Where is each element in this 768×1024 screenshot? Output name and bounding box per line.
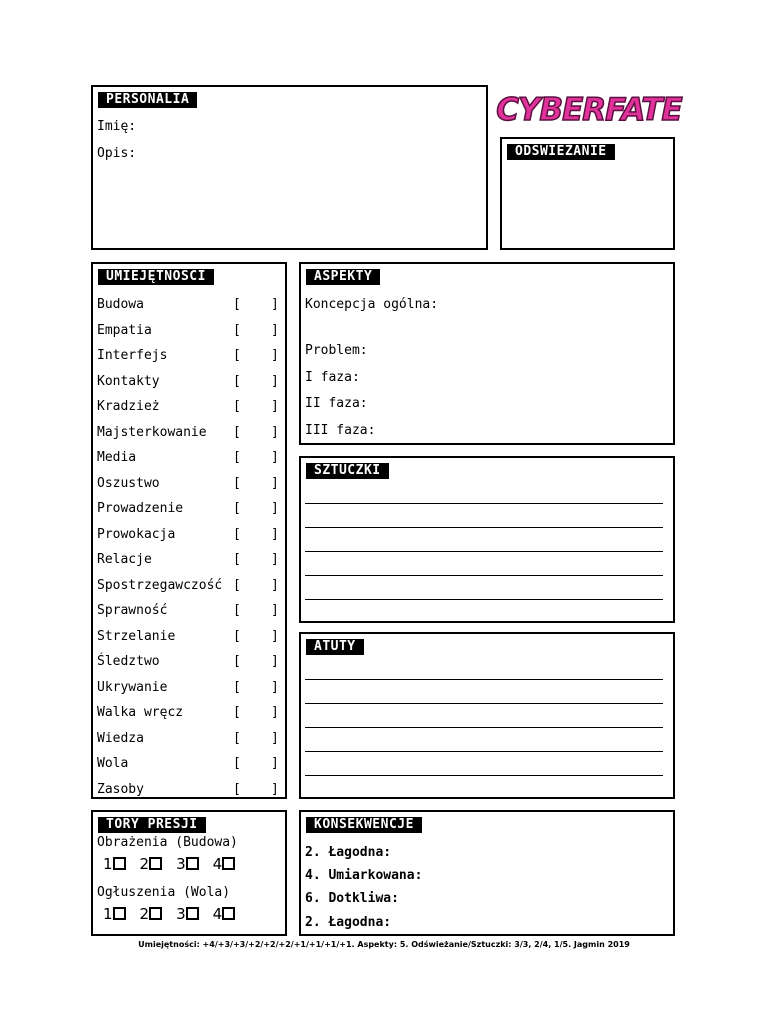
footer-note: Umiejętności: +4/+3/+3/+2/+2/+2/+1/+1/+1/+1. Aspekty: 5. Odświeżanie/Sztuczki: 3/3, 2/4, 1/5. Jagmin 2019 <box>138 940 630 949</box>
atuty-line[interactable] <box>305 727 663 728</box>
consequence-severe[interactable]: 6. Dotkliwa: <box>305 891 399 906</box>
track1-checkbox[interactable] <box>149 857 162 870</box>
track1-num: 2 <box>139 855 150 873</box>
aspekty-section <box>299 262 675 445</box>
skill-name: Spostrzegawczość <box>97 577 223 593</box>
umiejetnosci-section <box>91 262 287 799</box>
track2-checkbox[interactable] <box>186 907 199 920</box>
skill-row[interactable] <box>97 629 283 645</box>
skill-rank-open-bracket[interactable]: [ <box>233 756 241 771</box>
track2-checkbox[interactable] <box>149 907 162 920</box>
track1-num: 3 <box>176 855 186 873</box>
track1-checkbox[interactable] <box>222 857 235 870</box>
skill-rank-close-bracket[interactable]: ] <box>271 373 279 389</box>
skill-row[interactable] <box>97 450 283 466</box>
tory-presji-section <box>91 810 287 936</box>
sztuczki-line[interactable] <box>305 527 663 528</box>
skill-row[interactable] <box>97 603 283 619</box>
skill-row[interactable] <box>97 348 283 364</box>
skill-rank-close-bracket[interactable]: ] <box>271 399 279 414</box>
name-label[interactable]: Imię: <box>97 119 137 134</box>
skill-rank-open-bracket[interactable]: [ <box>233 603 241 618</box>
skill-rank-close-bracket[interactable]: ] <box>271 322 279 338</box>
skill-rank-close-bracket[interactable]: ] <box>271 628 279 644</box>
skill-name: Relacje <box>97 552 152 567</box>
skill-row[interactable] <box>97 425 283 441</box>
skill-row[interactable] <box>97 374 283 390</box>
concept-label[interactable]: Koncepcja ogólna: <box>305 297 439 312</box>
track1-checkbox[interactable] <box>113 857 126 870</box>
skill-rank-open-bracket[interactable]: [ <box>233 450 241 465</box>
track2-boxes <box>103 905 249 923</box>
skill-row[interactable] <box>97 501 283 517</box>
skill-rank-close-bracket[interactable]: ] <box>271 297 279 312</box>
skill-rank-open-bracket[interactable]: [ <box>233 424 241 440</box>
skill-rank-close-bracket[interactable]: ] <box>271 654 279 669</box>
skill-row[interactable] <box>97 578 283 594</box>
personalia-header: PERSONALIA <box>98 92 197 108</box>
skill-row[interactable] <box>97 654 283 670</box>
atuty-line[interactable] <box>305 751 663 752</box>
desc-label[interactable]: Opis: <box>97 146 137 161</box>
skill-rank-open-bracket[interactable]: [ <box>233 322 241 338</box>
skill-row[interactable] <box>97 527 283 543</box>
track1-num: 4 <box>212 855 223 873</box>
atuty-header: ATUTY <box>306 639 364 655</box>
skill-name: Strzelanie <box>97 628 176 644</box>
skill-rank-close-bracket[interactable]: ] <box>271 705 279 720</box>
skill-rank-open-bracket[interactable]: [ <box>233 705 241 720</box>
skill-row[interactable] <box>97 399 283 415</box>
skill-rank-open-bracket[interactable]: [ <box>233 654 241 669</box>
skill-name: Prowadzenie <box>97 501 184 516</box>
skill-name: Wiedza <box>97 730 144 746</box>
skill-name: Oszustwo <box>97 475 160 491</box>
skill-name: Zasoby <box>97 781 144 797</box>
sztuczki-line[interactable] <box>305 551 663 552</box>
konsekwencje-section <box>299 810 675 936</box>
skill-name: Ukrywanie <box>97 679 168 695</box>
skill-rank-close-bracket[interactable]: ] <box>271 526 279 542</box>
atuty-section <box>299 632 675 799</box>
skill-row[interactable] <box>97 680 283 696</box>
odswiezanie-section[interactable] <box>500 137 675 250</box>
umiejetnosci-header: UMIEJĘTNOŚCI <box>98 269 214 285</box>
skill-name: Majsterkowanie <box>97 424 207 440</box>
track1-checkbox[interactable] <box>186 857 199 870</box>
skill-name: Budowa <box>97 297 144 312</box>
atuty-line[interactable] <box>305 679 663 680</box>
skill-rank-open-bracket[interactable]: [ <box>233 628 241 644</box>
skill-row[interactable] <box>97 476 283 492</box>
consequence-mild[interactable]: 2. Łagodna: <box>305 845 392 860</box>
sztuczki-section <box>299 456 675 623</box>
skill-row[interactable] <box>97 323 283 339</box>
skill-name: Śledztwo <box>97 654 160 669</box>
skill-rank-close-bracket[interactable]: ] <box>271 501 279 516</box>
sztuczki-line[interactable] <box>305 575 663 576</box>
skill-rank-close-bracket[interactable]: ] <box>271 756 279 771</box>
skill-rank-open-bracket[interactable]: [ <box>233 297 241 312</box>
skill-rank-close-bracket[interactable]: ] <box>271 450 279 465</box>
atuty-line[interactable] <box>305 775 663 776</box>
skill-row[interactable] <box>97 731 283 747</box>
skill-rank-close-bracket[interactable]: ] <box>271 679 279 695</box>
skill-rank-open-bracket[interactable]: [ <box>233 475 241 491</box>
phase1-label[interactable]: I faza: <box>305 370 360 385</box>
cyberfate-logo <box>492 84 686 130</box>
skill-rank-close-bracket[interactable]: ] <box>271 603 279 618</box>
skill-rank-open-bracket[interactable]: [ <box>233 373 241 389</box>
consequence-mild-2[interactable]: 2. Łagodna: <box>305 915 392 930</box>
sztuczki-line[interactable] <box>305 599 663 600</box>
skill-rank-close-bracket[interactable]: ] <box>271 730 279 746</box>
skill-name: Sprawność <box>97 603 168 618</box>
personalia-section <box>91 85 488 250</box>
track2-checkbox[interactable] <box>113 907 126 920</box>
phase3-label[interactable]: III faza: <box>305 423 376 438</box>
skill-row[interactable] <box>97 782 283 798</box>
track2-num: 3 <box>176 905 186 923</box>
track2-num: 1 <box>103 905 113 923</box>
skill-name: Interfejs <box>97 348 168 363</box>
tory-header: TORY PRESJI <box>98 817 206 833</box>
skill-rank-open-bracket[interactable]: [ <box>233 730 241 746</box>
skill-rank-open-bracket[interactable]: [ <box>233 526 241 542</box>
skill-name: Kontakty <box>97 373 160 389</box>
track2-num: 4 <box>212 905 223 923</box>
skill-rank-close-bracket[interactable]: ] <box>271 552 279 567</box>
sztuczki-header: SZTUCZKI <box>306 463 389 479</box>
skill-row[interactable] <box>97 297 283 313</box>
skill-rank-close-bracket[interactable]: ] <box>271 475 279 491</box>
track2-checkbox[interactable] <box>222 907 235 920</box>
skill-rank-open-bracket[interactable]: [ <box>233 679 241 695</box>
track2-num: 2 <box>139 905 150 923</box>
consequence-moderate[interactable]: 4. Umiarkowana: <box>305 868 423 883</box>
track1-num: 1 <box>103 855 113 873</box>
skill-name: Prowokacja <box>97 526 176 542</box>
skill-name: Kradzież <box>97 399 160 414</box>
atuty-line[interactable] <box>305 703 663 704</box>
skill-rank-close-bracket[interactable]: ] <box>271 424 279 440</box>
skill-rank-open-bracket[interactable]: [ <box>233 348 241 363</box>
skill-name: Media <box>97 450 137 465</box>
logo-text: CYBERFATE <box>496 92 682 128</box>
skill-row[interactable] <box>97 705 283 721</box>
skill-rank-open-bracket[interactable]: [ <box>233 577 241 593</box>
track1-label: Obrażenia (Budowa) <box>97 835 238 850</box>
skill-rank-open-bracket[interactable]: [ <box>233 501 241 516</box>
aspekty-header: ASPEKTY <box>306 269 380 285</box>
track2-label: Ogłuszenia (Wola) <box>97 885 231 900</box>
skill-rank-open-bracket[interactable]: [ <box>233 552 241 567</box>
skill-rank-open-bracket[interactable]: [ <box>233 399 241 414</box>
track1-boxes <box>103 855 249 873</box>
skill-name: Empatia <box>97 322 152 338</box>
skill-row[interactable] <box>97 756 283 772</box>
phase2-label[interactable]: II faza: <box>305 396 368 411</box>
skill-row[interactable] <box>97 552 283 568</box>
skill-rank-close-bracket[interactable]: ] <box>271 577 279 593</box>
skill-rank-open-bracket[interactable]: [ <box>233 781 241 797</box>
skill-name: Wola <box>97 756 129 771</box>
skill-name: Walka wręcz <box>97 705 184 720</box>
skill-rank-close-bracket[interactable]: ] <box>271 348 279 363</box>
odswiezanie-header: ODŚWIEŻANIE <box>507 144 615 160</box>
problem-label[interactable]: Problem: <box>305 343 368 358</box>
skill-rank-close-bracket[interactable]: ] <box>271 781 279 797</box>
sztuczki-line[interactable] <box>305 503 663 504</box>
konsekwencje-header: KONSEKWENCJE <box>306 817 422 833</box>
